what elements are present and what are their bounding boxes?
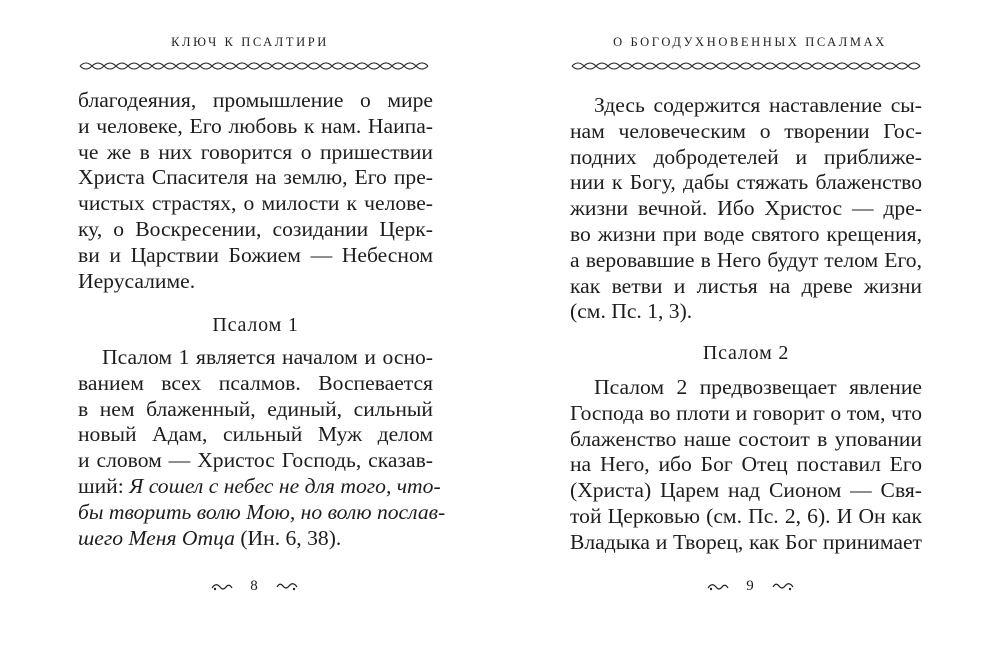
ornamental-scroll-rule-icon (570, 60, 922, 72)
text-line: Господа во плоти и говорит о том, что (570, 400, 922, 425)
section-heading: Псалом 2 (702, 342, 790, 364)
section-heading: Псалом 1 (212, 314, 299, 336)
scroll-flourish-icon (211, 582, 233, 592)
text-line: нии к Богу, дабы стяжать блаженство (570, 170, 922, 195)
right-body-section (570, 375, 922, 556)
ornamental-scroll-rule-icon (78, 60, 434, 72)
right-body-continuation (570, 93, 922, 325)
page-number (500, 578, 1000, 595)
scroll-flourish-icon (276, 582, 298, 592)
scroll-flourish-icon (707, 582, 729, 592)
text-line: (см. Пс. 1, 3). (570, 299, 693, 324)
text-line: как ветви и листья на древе жизни (570, 273, 922, 298)
text-line: нам человеческим о творении Гос- (570, 118, 922, 143)
text-line: во жизни при воде святого крещения, (570, 221, 922, 246)
text-line: подних добродетелей и приближе- (570, 144, 922, 169)
text-line: в нем блаженный, единый, сильный (78, 396, 433, 421)
text-line: ви и Царствии Божием — Небесном (78, 242, 433, 267)
text-line: (Христа) Царем над Сионом — Свя- (570, 478, 922, 503)
page-number (0, 578, 500, 595)
text-line: Псалом 1 является началом и осно- (102, 345, 433, 369)
right-page (500, 0, 1000, 646)
text-line: чистых страстях, о милости к челове- (78, 191, 433, 216)
text-line: Владыка и Творец, как Бог принимает (570, 529, 922, 554)
text-line: че же в них говорится о пришествии (78, 139, 433, 164)
scripture-quote: шего Меня Отца (78, 525, 235, 550)
text-line: на Него, ибо Бог Отец поставил Его (570, 452, 922, 477)
text-line (78, 499, 446, 526)
running-head: О БОГОДУХНОВЕННЫХ ПСАЛМАХ (613, 35, 887, 49)
text-line: Псалом 2 предвозвещает явление (594, 375, 922, 399)
text-line: жизни вечной. Ибо Христос — дре- (570, 196, 922, 221)
text-line: Здесь содержится наставление сы- (594, 93, 922, 117)
page-number-text: 9 (746, 578, 754, 594)
text-line: ванием всех псалмов. Воспевается (78, 370, 433, 395)
text-line: и словом — Христос Господь, сказав- (78, 448, 433, 473)
text-line: и человеке, Его любовь к нам. Наипа- (78, 113, 433, 138)
left-body-continuation (78, 88, 433, 294)
scripture-quote: Я сошел с небес не для того, что- (129, 473, 441, 498)
text-line: а веровавшие в Него будут телом Его, (570, 247, 922, 272)
text-line (78, 526, 433, 552)
text-line: новый Адам, сильный Муж делом (78, 422, 433, 447)
text-line (78, 473, 441, 500)
text-line: ку, о Воскресении, созидании Церк- (78, 216, 433, 241)
text-line: той Церковью (см. Пс. 2, 6). И Он как (570, 503, 922, 528)
running-head: КЛЮЧ К ПСАЛТИРИ (171, 35, 329, 49)
text-line: благодеяния, промышление о мире (78, 88, 433, 112)
page-number-text: 8 (250, 578, 258, 594)
text-line: Иерусалиме. (78, 268, 196, 293)
text-span: ший: (78, 473, 130, 498)
scripture-reference: (Ин. 6, 38). (234, 525, 342, 550)
left-body-section (78, 345, 446, 551)
text-line: Христа Спасителя на землю, Его пре- (78, 165, 433, 190)
scripture-quote: бы творить волю Мою, но волю послав- (78, 499, 446, 524)
scroll-flourish-icon (772, 582, 794, 592)
text-line: блаженство наше состоит в уповании (570, 426, 922, 451)
